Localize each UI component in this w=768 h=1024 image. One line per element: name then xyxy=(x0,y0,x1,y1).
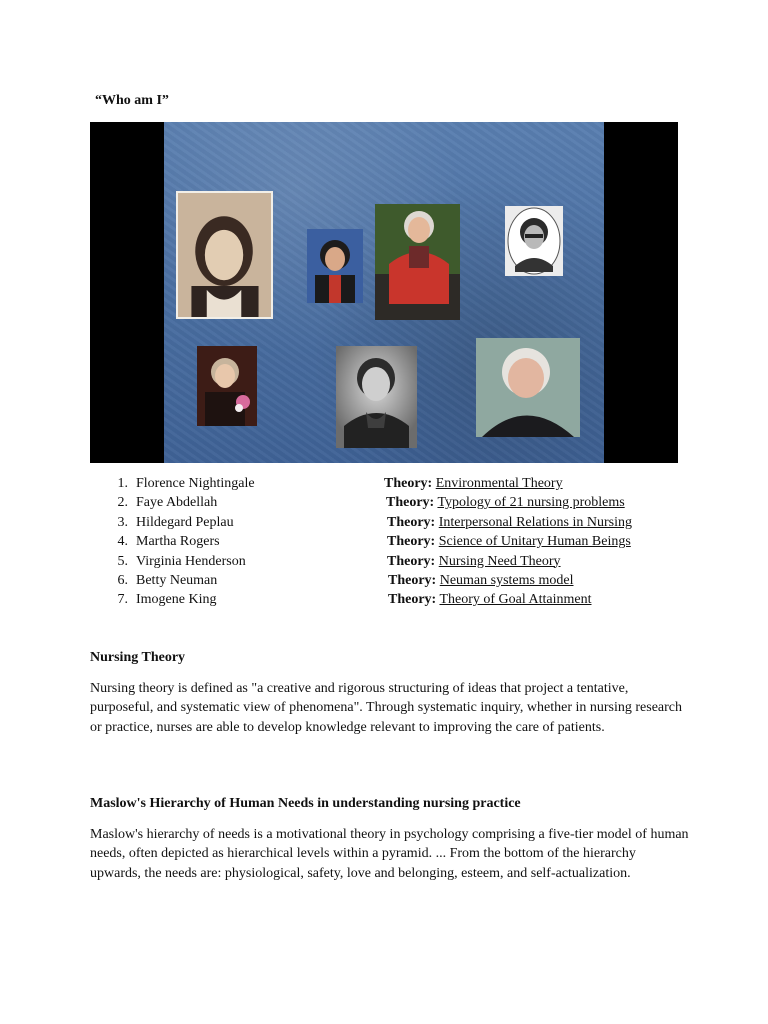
list-number: 4. xyxy=(117,534,128,550)
theory-label: Theory: xyxy=(388,572,437,588)
nursing-theory-heading: Nursing Theory xyxy=(90,650,186,665)
portrait-virginia-henderson xyxy=(197,346,257,426)
page-title: “Who am I” xyxy=(95,93,169,108)
theory-label: Theory: xyxy=(388,592,437,608)
theory-label: Theory: xyxy=(387,534,436,550)
list-item xyxy=(90,532,690,551)
slide-background xyxy=(164,122,604,463)
portrait-betty-neuman xyxy=(336,346,417,448)
list-item xyxy=(90,590,690,609)
list-item xyxy=(90,493,690,512)
maslow-paragraph: Maslow's hierarchy of needs is a motivational theory in psychology comprising a five-tier model of human needs, often depicted as hierarchical levels within a pyramid. ... From the bottom of the hierarchy upwards, the needs are: physiological, safety, love and belonging, esteem, and self-actualization. xyxy=(90,827,689,881)
portrait-martha-rogers xyxy=(505,206,563,276)
portrait-imogene-king xyxy=(476,338,580,437)
theory-cell xyxy=(386,493,625,512)
portrait-florence-nightingale xyxy=(176,191,273,319)
theory-label: Theory: xyxy=(387,553,436,569)
nurse-portraits-slide xyxy=(90,122,678,463)
nursing-theory-paragraph: Nursing theory is defined as "a creative and rigorous structuring of ideas that project a tentative, purposeful, and systematic view of phenomena". Through systematic inquiry, whether in nursing research or practice, nurses are able to develop knowledge relevant to improving the care of patients. xyxy=(90,681,683,735)
list-number: 3. xyxy=(117,514,128,530)
list-number: 6. xyxy=(117,572,128,588)
theory-name: Nursing Need Theory xyxy=(438,553,561,569)
theory-label: Theory: xyxy=(386,495,435,511)
list-item xyxy=(90,552,690,571)
theory-cell xyxy=(388,590,592,609)
theory-cell xyxy=(387,513,632,532)
nurse-name: Martha Rogers xyxy=(136,534,220,550)
list-number: 2. xyxy=(117,495,128,511)
theory-name: Environmental Theory xyxy=(435,476,563,491)
theory-cell xyxy=(384,474,563,493)
theory-cell xyxy=(387,532,631,551)
nurse-name: Faye Abdellah xyxy=(136,495,218,511)
nurse-name: Imogene King xyxy=(136,592,217,608)
list-number: 7. xyxy=(117,592,128,608)
theory-cell xyxy=(387,552,561,571)
portrait-faye-abdellah xyxy=(307,229,363,303)
list-item xyxy=(90,474,690,493)
theory-name: Science of Unitary Human Beings xyxy=(438,534,631,550)
theory-name: Theory of Goal Attainment xyxy=(439,592,592,608)
list-item xyxy=(90,513,690,532)
nurse-name: Florence Nightingale xyxy=(136,476,255,491)
theory-name: Typology of 21 nursing problems xyxy=(437,495,625,511)
theory-label: Theory: xyxy=(384,476,433,491)
nurse-name: Hildegard Peplau xyxy=(136,514,234,530)
portrait-hildegard-peplau xyxy=(375,204,460,320)
theory-label: Theory: xyxy=(387,514,436,530)
nurse-name: Betty Neuman xyxy=(136,572,218,588)
nurse-theory-list xyxy=(90,474,690,610)
theory-cell xyxy=(388,571,573,590)
list-number: 5. xyxy=(117,553,128,569)
theory-name: Interpersonal Relations in Nursing xyxy=(438,514,632,530)
theory-name: Neuman systems model xyxy=(439,572,574,588)
list-item xyxy=(90,571,690,590)
maslow-heading: Maslow's Hierarchy of Human Needs in understanding nursing practice xyxy=(90,796,521,811)
nurse-name: Virginia Henderson xyxy=(136,553,246,569)
list-number: 1. xyxy=(117,476,128,491)
